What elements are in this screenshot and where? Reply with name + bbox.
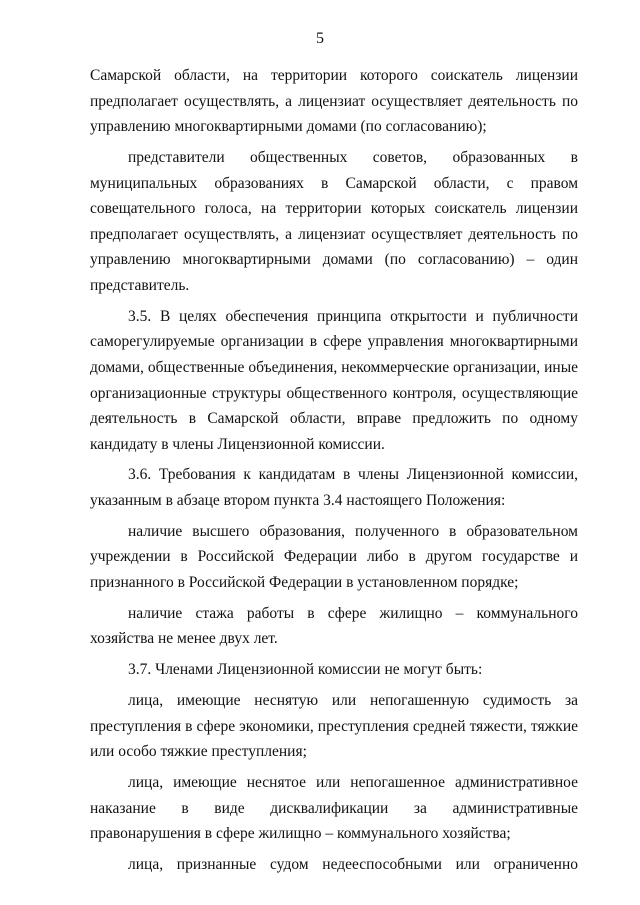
paragraph-criminal-record: лица, имеющие неснятую или непогашенную судимость за преступления в сфере экономики, преступления средней тяжести, тяжкие или особо тяжкие преступления; — [90, 691, 578, 761]
paragraph-3-6: 3.6. Требования к кандидатам в члены Лицензионной комиссии, указанным в абзаце втором пункта 3.4 настоящего Положения: — [90, 466, 578, 510]
paragraph-administrative-penalty: лица, имеющие неснятое или непогашенное административное наказание в виде дисквалификации за административные правонарушения в сфере жилищно – коммунального хозяйства; — [90, 773, 578, 843]
paragraph-3-5: 3.5. В целях обеспечения принципа открытости и публичности саморегулируемые организации в сфере управления многоквартирными домами, общественные объединения, некоммерческие организации, иные организационные структуры общественного контроля, осуществляющие деятельность в Самарской области, вправе предложить по одному кандидату в члены Лицензионной комиссии. — [90, 307, 578, 453]
paragraph-continuation: Самарской области, на территории которого соискатель лицензии предполагает осуществлять, а лицензиат осуществляет деятельность по управлению многоквартирными домами (по согласованию); — [90, 67, 578, 136]
paragraph-public-councils: представители общественных советов, образованных в муниципальных образованиях в Самарской области, с правом совещательного голоса, на территории которых соискатель лицензии предполагает осуществлять, а лицензиат осуществляет деятельность по управлению многоквартирными домами (по согласованию) – один представитель. — [90, 148, 578, 294]
paragraph-3-7: 3.7. Членами Лицензионной комиссии не могут быть: — [128, 661, 483, 679]
page-number: 5 — [316, 30, 324, 47]
document-body — [90, 63, 578, 878]
paragraph-incapacitated: лица, признанные судом недееспособными или ограниченно — [128, 855, 578, 873]
paragraph-higher-education: наличие высшего образования, полученного в образовательном учреждении в Российской Федерации либо в другом государстве и признанного в Российской Федерации в установленном порядке; — [90, 522, 578, 592]
paragraph-work-experience: наличие стажа работы в сфере жилищно – коммунального хозяйства не менее двух лет. — [90, 604, 578, 648]
